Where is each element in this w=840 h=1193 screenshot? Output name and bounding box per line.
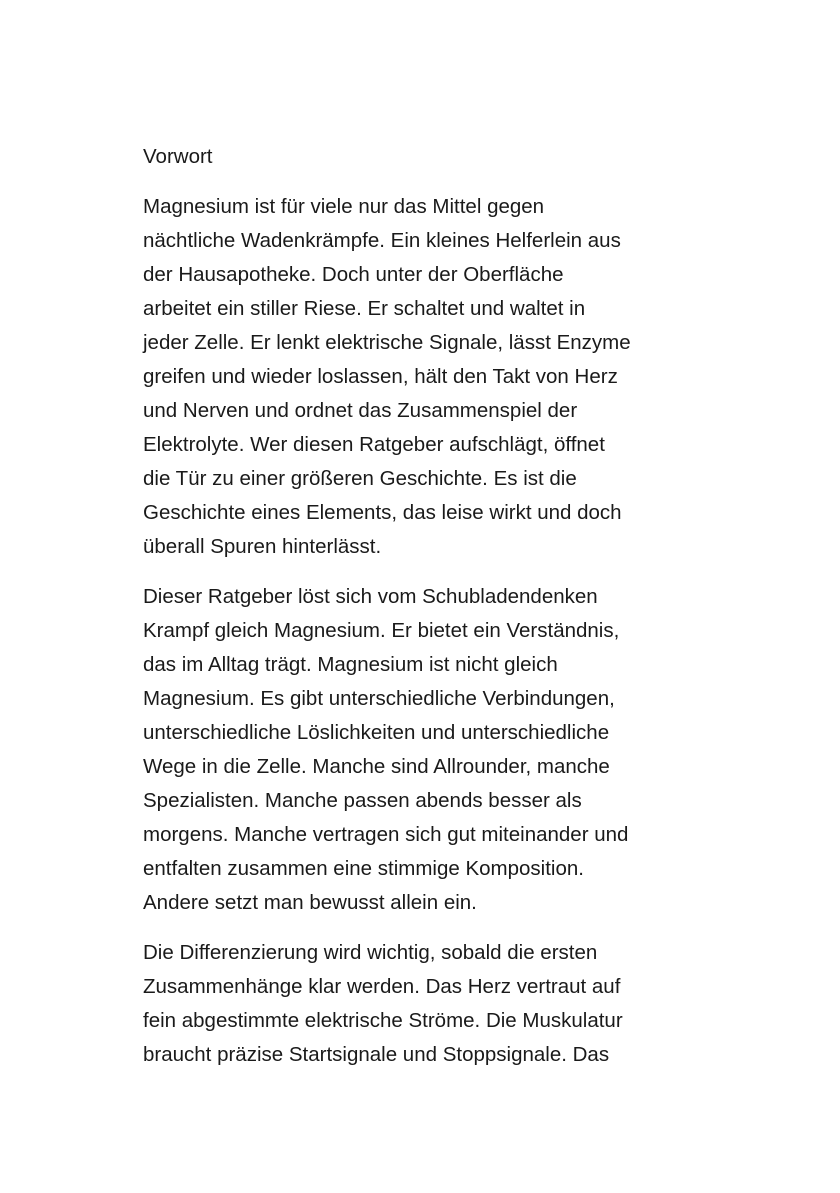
text-line: Andere setzt man bewusst allein ein. (143, 891, 477, 914)
text-line: Magnesium ist für viele nur das Mittel gegen (143, 195, 545, 218)
text-line: jeder Zelle. Er lenkt elektrische Signale, lässt Enzyme (143, 331, 631, 354)
paragraph-2 (143, 580, 703, 920)
text-line: die Tür zu einer größeren Geschichte. Es ist die (143, 467, 577, 490)
text-line: fein abgestimmte elektrische Ströme. Die Muskulatur (143, 1009, 623, 1032)
text-line: Die Differenzierung wird wichtig, sobald die ersten (143, 941, 598, 964)
text-line: braucht präzise Startsignale und Stoppsignale. Das (143, 1043, 610, 1066)
text-line: unterschiedliche Löslichkeiten und unterschiedliche (143, 721, 610, 744)
text-line: das im Alltag trägt. Magnesium ist nicht gleich (143, 653, 558, 676)
text-line: Dieser Ratgeber löst sich vom Schubladendenken (143, 585, 598, 608)
text-line: Krampf gleich Magnesium. Er bietet ein Verständnis, (143, 619, 620, 642)
text-line: überall Spuren hinterlässt. (143, 535, 382, 558)
text-line: entfalten zusammen eine stimmige Komposition. (143, 857, 584, 880)
text-line: nächtliche Wadenkrämpfe. Ein kleines Helferlein aus (143, 229, 621, 252)
paragraph-3 (143, 936, 703, 1072)
paragraph-1 (143, 190, 703, 564)
text-line: Wege in die Zelle. Manche sind Allrounder, manche (143, 755, 610, 778)
text-line: morgens. Manche vertragen sich gut miteinander und (143, 823, 629, 846)
text-line: Zusammenhänge klar werden. Das Herz vertraut auf (143, 975, 621, 998)
text-line: Elektrolyte. Wer diesen Ratgeber aufschlägt, öffnet (143, 433, 605, 456)
text-line: arbeitet ein stiller Riese. Er schaltet und waltet in (143, 297, 586, 320)
text-line: der Hausapotheke. Doch unter der Oberfläche (143, 263, 564, 286)
text-line: Spezialisten. Manche passen abends besser als (143, 789, 582, 812)
text-line: greifen und wieder loslassen, hält den Takt von Herz (143, 365, 618, 388)
text-line: und Nerven und ordnet das Zusammenspiel der (143, 399, 578, 422)
text-line: Magnesium. Es gibt unterschiedliche Verbindungen, (143, 687, 615, 710)
document-page (143, 140, 703, 1088)
text-line: Geschichte eines Elements, das leise wirkt und doch (143, 501, 622, 524)
section-heading: Vorwort (143, 145, 213, 168)
